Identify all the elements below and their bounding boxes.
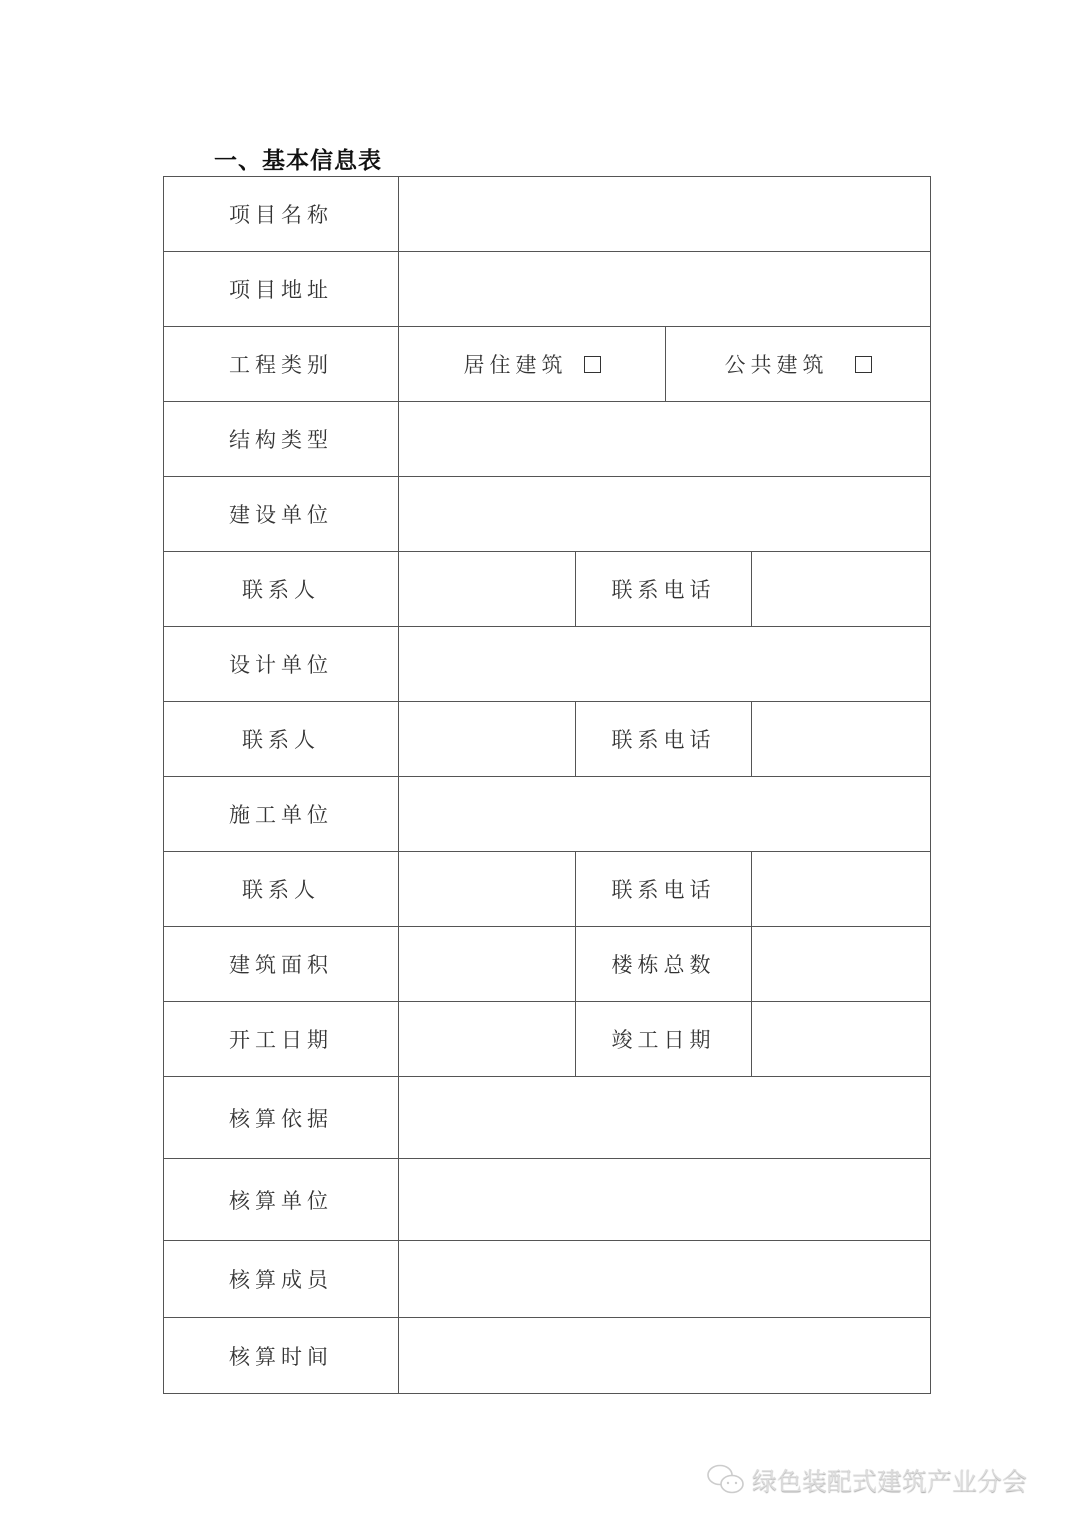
option-public[interactable] (666, 327, 930, 401)
table-row (164, 552, 931, 627)
table-row (164, 1159, 931, 1241)
value-designer-contact[interactable] (399, 702, 576, 777)
value-project-address[interactable] (399, 252, 931, 327)
label-calc-members: 核算成员 (164, 1241, 399, 1318)
table-row (164, 477, 931, 552)
public-label: 公共建筑 (724, 353, 829, 377)
value-completion-date[interactable] (752, 1002, 931, 1077)
value-contractor[interactable] (399, 777, 931, 852)
label-contractor-contact: 联系人 (164, 852, 399, 927)
value-designer[interactable] (399, 627, 931, 702)
option-residential[interactable] (399, 327, 666, 401)
table-row (164, 1318, 931, 1394)
table-row (164, 777, 931, 852)
residential-label: 居住建筑 (463, 353, 568, 377)
label-designer-phone: 联系电话 (576, 702, 752, 777)
value-start-date[interactable] (399, 1002, 576, 1077)
table-row (164, 1002, 931, 1077)
watermark (706, 1462, 1027, 1498)
value-builder-phone[interactable] (752, 552, 931, 627)
table-row (164, 1241, 931, 1318)
table-row (164, 1077, 931, 1159)
checkbox-residential[interactable] (584, 356, 601, 373)
label-floor-area: 建筑面积 (164, 927, 399, 1002)
label-builder-phone: 联系电话 (576, 552, 752, 627)
label-start-date: 开工日期 (164, 1002, 399, 1077)
project-type-options (399, 327, 931, 402)
label-calc-time: 核算时间 (164, 1318, 399, 1394)
label-builder: 建设单位 (164, 477, 399, 552)
table-row (164, 927, 931, 1002)
value-builder[interactable] (399, 477, 931, 552)
label-project-name: 项目名称 (164, 177, 399, 252)
basic-info-table (163, 176, 931, 1394)
table-row (164, 702, 931, 777)
value-builder-contact[interactable] (399, 552, 576, 627)
wechat-icon (706, 1463, 746, 1497)
label-designer: 设计单位 (164, 627, 399, 702)
label-project-address: 项目地址 (164, 252, 399, 327)
label-designer-contact: 联系人 (164, 702, 399, 777)
section-title: 一、基本信息表 (214, 148, 382, 174)
value-calc-basis[interactable] (399, 1077, 931, 1159)
value-contractor-phone[interactable] (752, 852, 931, 927)
table-row (164, 852, 931, 927)
label-completion-date: 竣工日期 (576, 1002, 752, 1077)
value-calc-time[interactable] (399, 1318, 931, 1394)
table-row (164, 252, 931, 327)
checkbox-public[interactable] (855, 356, 872, 373)
label-calc-basis: 核算依据 (164, 1077, 399, 1159)
label-project-type: 工程类别 (164, 327, 399, 402)
value-calc-unit[interactable] (399, 1159, 931, 1241)
value-calc-members[interactable] (399, 1241, 931, 1318)
value-floor-area[interactable] (399, 927, 576, 1002)
value-project-name[interactable] (399, 177, 931, 252)
value-building-count[interactable] (752, 927, 931, 1002)
value-structure-type[interactable] (399, 402, 931, 477)
table-row (164, 177, 931, 252)
table-row (164, 327, 931, 402)
label-builder-contact: 联系人 (164, 552, 399, 627)
value-designer-phone[interactable] (752, 702, 931, 777)
table-row (164, 402, 931, 477)
label-calc-unit: 核算单位 (164, 1159, 399, 1241)
label-structure-type: 结构类型 (164, 402, 399, 477)
watermark-text: 绿色装配式建筑产业分会 (752, 1467, 1028, 1496)
table-row (164, 627, 931, 702)
label-contractor-phone: 联系电话 (576, 852, 752, 927)
value-contractor-contact[interactable] (399, 852, 576, 927)
label-building-count: 楼栋总数 (576, 927, 752, 1002)
label-contractor: 施工单位 (164, 777, 399, 852)
